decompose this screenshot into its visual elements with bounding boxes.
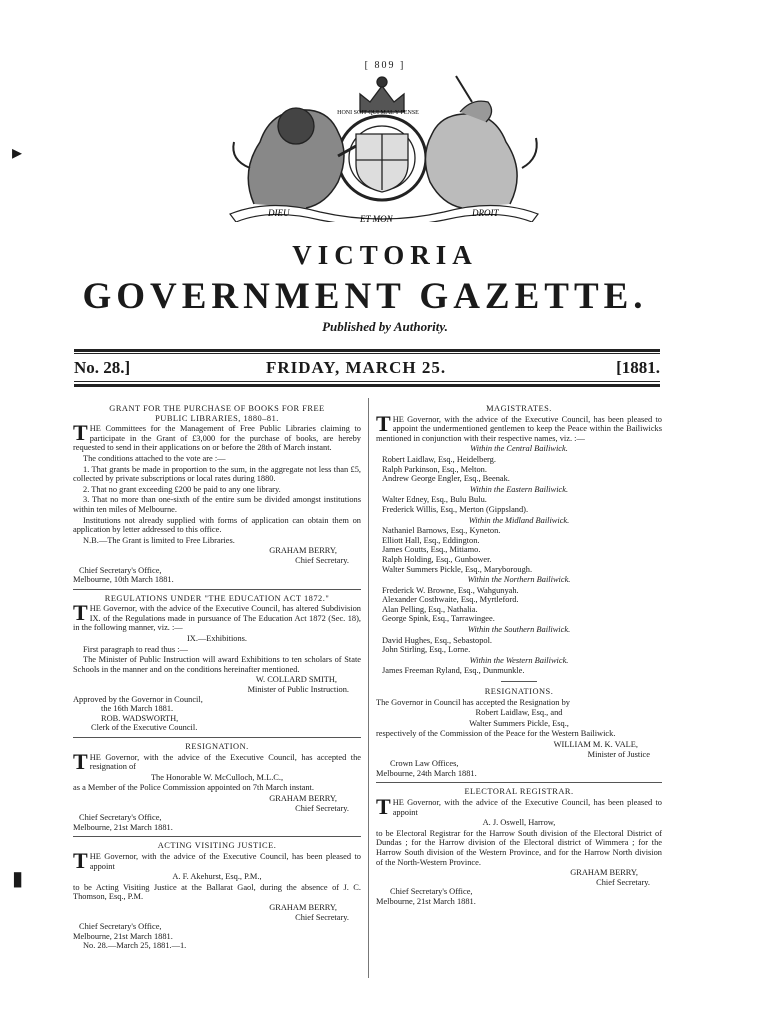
resignations-signature: WILLIAM M. K. VALE, xyxy=(553,740,638,749)
magistrate-entry: Walter Summers Pickle, Esq., Maryborough. xyxy=(382,564,533,574)
royal-coat-of-arms xyxy=(210,72,555,222)
acting-visiting-justice-signature-title: Chief Secretary. xyxy=(295,912,349,922)
section-rule xyxy=(73,589,361,590)
magistrate-entry: Robert Laidlaw, Esq., Heidelberg. xyxy=(382,454,496,464)
western-bailiwick-heading: Within the Western Bailiwick. xyxy=(469,655,569,665)
resignation-text: as a Member of the Police Commission appointed on 7th March instant. xyxy=(73,783,314,793)
grant-signature-title: Chief Secretary. xyxy=(295,555,349,565)
magistrate-entry: John Stirling, Esq., Lorne. xyxy=(382,645,471,655)
magistrate-entry: Ralph Parkinson, Esq., Melton. xyxy=(382,464,487,474)
masthead-rule-bottom xyxy=(74,384,660,387)
electoral-registrar-text: to be Electoral Registrar for the Harrow South division of the Electoral District of Dundas ; for the Harrow division of the Electoral district of Wimmera ; for the Harrow South division of the Western Province, and for the Harrow North division of the North-Western Province. xyxy=(376,828,662,867)
section-rule xyxy=(73,737,361,738)
resignation-date: Melbourne, 21st March 1881. xyxy=(73,822,173,832)
grant-condition-3: 3. That no more than one-sixth of the entire sum be divided amongst institutions within ten miles of Melbourne. xyxy=(73,495,361,514)
grant-heading-2: PUBLIC LIBRARIES, 1880–81. xyxy=(155,413,279,423)
regulations-signature: W. COLLARD SMITH, xyxy=(255,675,337,685)
magistrate-entry: Andrew George Engler, Esq., Beenak. xyxy=(382,474,510,484)
grant-heading-1: GRANT FOR THE PURCHASE OF BOOKS FOR FREE xyxy=(109,404,325,413)
masthead-rule-bottom-thin xyxy=(74,381,660,382)
grant-nb: N.B.—The Grant is limited to Free Libraries. xyxy=(83,535,235,545)
magistrate-entry: Frederick Willis, Esq., Merton (Gippsland). xyxy=(382,504,529,514)
resignations-signature-title: Minister of Justice xyxy=(587,749,650,759)
regulations-paragraph-note: First paragraph to read thus :— xyxy=(83,644,188,654)
margin-mark: ▸ xyxy=(12,142,23,164)
regulations-clerk: ROB. WADSWORTH, xyxy=(101,713,179,723)
subtitle: Published by Authority. xyxy=(322,319,448,334)
ribbon-text-left: DIEU xyxy=(268,208,290,218)
acting-visiting-justice-heading: ACTING VISITING JUSTICE. xyxy=(157,841,277,851)
section-rule xyxy=(73,836,361,837)
midland-bailiwick-heading: Within the Midland Bailiwick. xyxy=(468,515,570,525)
magistrate-entry: Frederick W. Browne, Esq., Wahgunyah. xyxy=(382,585,519,595)
resignation-name: The Honorable W. McCulloch, M.L.C., xyxy=(150,772,284,782)
regulations-approved: Approved by the Governor in Council, xyxy=(73,694,203,704)
page-number: [ 809 ] xyxy=(364,60,406,71)
grant-signature: GRAHAM BERRY, xyxy=(269,546,337,556)
magistrate-entry: Ralph Holding, Esq., Gunbower. xyxy=(382,554,492,564)
electoral-registrar-heading: ELECTORAL REGISTRAR. xyxy=(464,787,574,797)
section-separator xyxy=(501,681,537,682)
resignation-heading: RESIGNATION. xyxy=(185,742,249,751)
regulations-approved-date: the 16th March 1881. xyxy=(101,704,174,714)
grant-office: Chief Secretary's Office, xyxy=(79,565,162,575)
electoral-registrar-intro: THE Governor, with the advice of the Executive Council, has been pleased to appoint xyxy=(376,793,662,819)
grant-conditions-intro: The conditions attached to the vote are :— xyxy=(83,453,226,463)
resignation-signature: GRAHAM BERRY, xyxy=(269,793,337,803)
magistrate-entry: James Freeman Ryland, Esq., Dunmunkle. xyxy=(382,666,525,676)
issue-year: [1881. xyxy=(616,358,660,377)
grant-forms-note: Institutions not already supplied with forms of application can obtain them on application by letter addressed to this office. xyxy=(73,515,361,535)
resignation-signature-title: Chief Secretary. xyxy=(295,803,349,813)
magistrate-entry: George Spink, Esq., Tarrawingee. xyxy=(382,614,495,624)
issue-number: No. 28.] xyxy=(74,358,131,377)
magistrate-entry: David Hughes, Esq., Sebastopol. xyxy=(382,635,493,645)
eastern-bailiwick-heading: Within the Eastern Bailiwick. xyxy=(469,484,569,494)
electoral-registrar-name: A. J. Oswell, Harrow, xyxy=(482,818,556,828)
left-column xyxy=(73,401,361,951)
acting-visiting-justice-text: to be Acting Visiting Justice at the Ballarat Gaol, during the absence of J. C. Thomson, Esq., P.M. xyxy=(73,882,361,902)
electoral-registrar-signature: GRAHAM BERRY, xyxy=(570,868,638,878)
southern-bailiwick-heading: Within the Southern Bailiwick. xyxy=(467,625,571,635)
electoral-registrar-date: Melbourne, 21st March 1881. xyxy=(376,896,476,906)
northern-bailiwick-heading: Within the Northern Bailiwick. xyxy=(467,575,571,585)
magistrate-entry: Elliott Hall, Esq., Eddington. xyxy=(382,535,480,545)
regulations-clerk-title: Clerk of the Executive Council. xyxy=(91,723,198,733)
grant-condition-2: 2. That no grant exceeding £200 be paid to any one library. xyxy=(83,484,281,494)
regulations-subheading: IX.—Exhibitions. xyxy=(186,634,248,644)
central-bailiwick-heading: Within the Central Bailiwick. xyxy=(470,444,568,454)
ribbon-text-middle: ET MON xyxy=(360,214,393,222)
magistrate-entry: Alan Pelling, Esq., Nathalia. xyxy=(382,604,478,614)
ribbon-text-right: DROIT xyxy=(472,208,499,218)
resignations-name-2: Walter Summers Pickle, Esq., xyxy=(469,718,569,728)
magistrate-entry: James Coutts, Esq., Mitiamo. xyxy=(382,545,481,555)
margin-mark: ▮ xyxy=(12,868,24,890)
masthead-rule-top xyxy=(74,349,660,352)
magistrates-heading: MAGISTRATES. xyxy=(486,404,552,413)
resignations-heading: RESIGNATIONS. xyxy=(484,687,554,697)
resignation-intro: THE Governor, with the advice of the Executive Council, has accepted the resignation of xyxy=(73,748,361,774)
grant-date: Melbourne, 10th March 1881. xyxy=(73,575,174,585)
section-rule xyxy=(376,782,662,783)
resignations-name-1: Robert Laidlaw, Esq., and xyxy=(475,708,563,718)
resignation-office: Chief Secretary's Office, xyxy=(79,813,162,823)
right-column xyxy=(376,401,662,907)
grant-intro: THE Committees for the Management of Free Public Libraries claiming to participate in the Grant of £3,000 for the purchase of books, are hereby requested to send in their applications on or before the 28th of March instant. xyxy=(73,420,361,453)
grant-condition-1: 1. That grants be made in proportion to the sum, in the aggregate not less than £5, collected by private subscriptions or local rates during 1880. xyxy=(73,464,361,484)
regulations-text: The Minister of Public Instruction will award Exhibitions to ten scholars of State Schools in the manner and on the conditions hereinafter mentioned. xyxy=(73,655,361,674)
electoral-registrar-office: Chief Secretary's Office, xyxy=(390,887,473,897)
magistrate-entry: Walter Edney, Esq., Bulu Bulu. xyxy=(382,495,487,505)
column-divider xyxy=(368,398,369,978)
magistrates-intro: THE Governor, with the advice of the Executive Council, has been pleased to appoint the undermentioned gentlemen to keep the Peace within the Bailiwicks mentioned in conjunction with their respective names, viz. :— xyxy=(376,410,662,443)
acting-visiting-justice-intro: THE Governor, with the advice of the Executive Council, has been pleased to appoint xyxy=(73,847,361,873)
electoral-registrar-signature-title: Chief Secretary. xyxy=(596,877,650,887)
resignations-date: Melbourne, 24th March 1881. xyxy=(376,768,477,778)
resignations-text: respectively of the Commission of the Peace for the Western Bailiwick. xyxy=(376,729,616,739)
garter-motto: HONI SOIT QUI MAL Y PENSE xyxy=(337,110,419,116)
acting-visiting-justice-office: Chief Secretary's Office, xyxy=(79,922,162,932)
resignations-intro: The Governor in Council has accepted the Resignation by xyxy=(376,697,570,707)
magistrate-entry: Alexander Costhwaite, Esq., Myrtleford. xyxy=(382,595,519,605)
issue-date: FRIDAY, MARCH 25. xyxy=(266,358,447,377)
title-victoria: VICTORIA xyxy=(292,240,478,270)
acting-visiting-justice-signature: GRAHAM BERRY, xyxy=(269,902,337,912)
regulations-heading: REGULATIONS UNDER "THE EDUCATION ACT 1872." xyxy=(104,593,330,603)
regulations-signature-title: Minister of Public Instruction. xyxy=(247,685,349,695)
resignations-office: Crown Law Offices, xyxy=(390,759,459,769)
issue-footer: No. 28.—March 25, 1881.—1. xyxy=(83,941,187,951)
acting-visiting-justice-date: Melbourne, 21st March 1881. xyxy=(73,931,173,941)
regulations-intro: THE Governor, with the advice of the Executive Council, has altered Subdivision IX. of the Regulations made in pursuance of The Education Act 1872 (Sec. 18), in the following manner, viz. :— xyxy=(73,600,361,633)
masthead-rule-top-thin xyxy=(74,353,660,354)
acting-visiting-justice-name: A. F. Akehurst, Esq., P.M., xyxy=(172,872,262,882)
magistrate-entry: Nathaniel Barnows, Esq., Kyneton. xyxy=(382,526,501,536)
title-government-gazette: GOVERNMENT GAZETTE. xyxy=(82,276,648,317)
